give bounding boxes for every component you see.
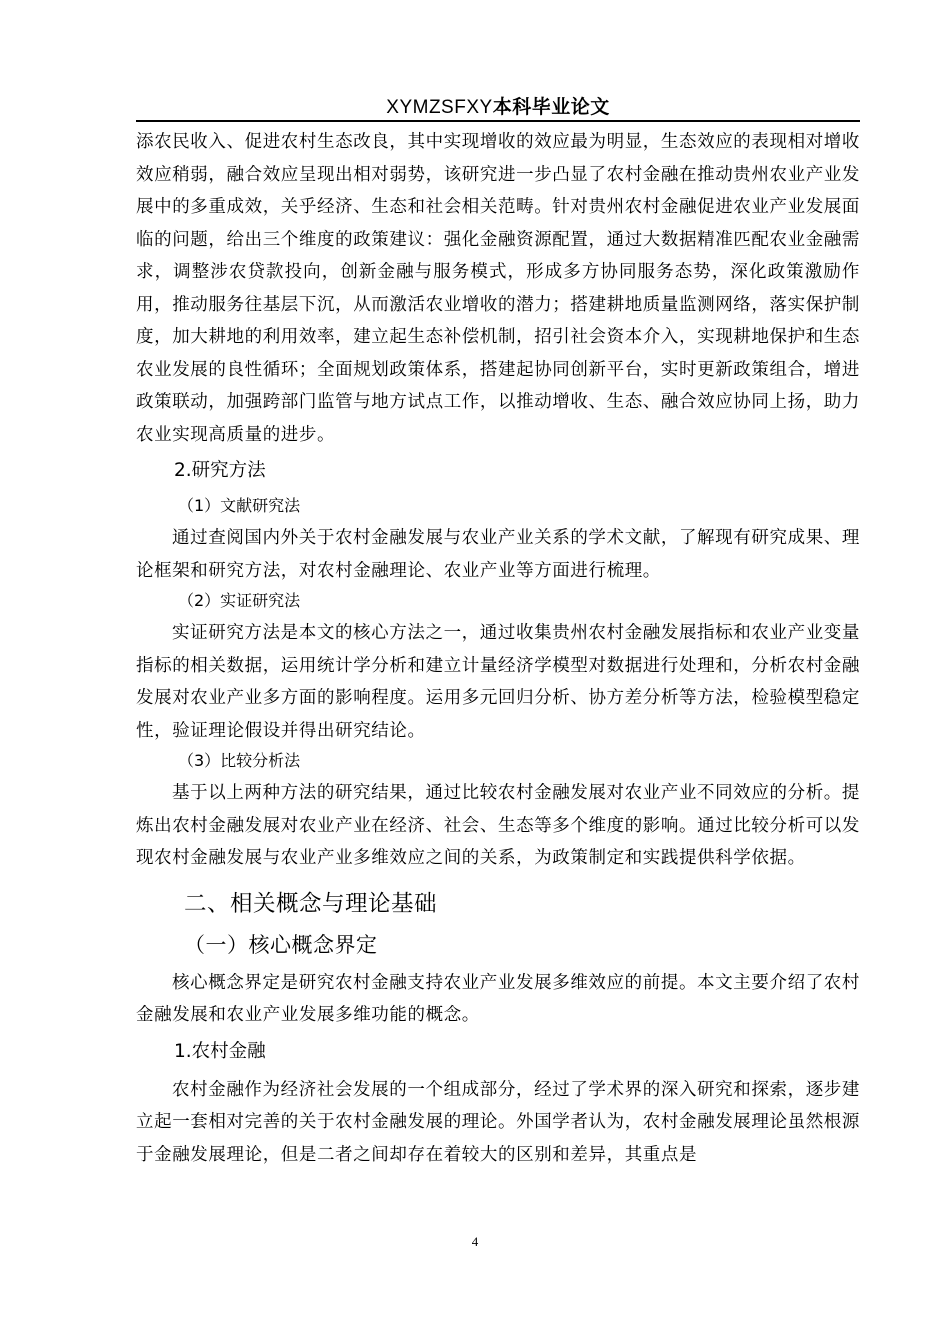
header-label: 本科毕业论文 (492, 96, 610, 118)
page-number: 4 (471, 1234, 479, 1249)
paragraph-literature-method: 通过查阅国内外关于农村金融发展与农业产业关系的学术文献，了解现有研究成果、理论框架和研究方法，对农村金融理论、农业产业等方面进行梳理。 (136, 528, 860, 581)
paragraph-rural-finance: 农村金融作为经济社会发展的一个组成部分，经过了学术界的深入研究和探索，逐步建立起一套相对完善的关于农村金融发展的理论。外国学者认为，农村金融发展理论虽然根源于金融发展理论，但是二者之间却存在着较大的区别和差异，其重点是 (136, 1079, 860, 1165)
paragraph-comparative-method: 基于以上两种方法的研究结果，通过比较农村金融发展对农业产业不同效应的分析。提炼出农村金融发展对农业产业在经济、社会、生态等多个维度的影响。通过比较分析可以发现农村金融发展与农业产业多维效应之间的关系，为政策制定和实践提供科学依据。 (136, 783, 860, 868)
header-code: XYMZSFXY (386, 97, 493, 118)
heading-literature-method: （1）文献研究法 (178, 496, 301, 515)
running-header (136, 94, 860, 120)
paragraph-empirical-method: 实证研究方法是本文的核心方法之一，通过收集贵州农村金融发展指标和农业产业变量指标的相关数据，运用统计学分析和建立计量经济学模型对数据进行处理和，分析农村金融发展对农业产业多方面的影响程度。运用多元回归分析、协方差分析等方法，检验模型稳定性，验证理论假设并得出研究结论。 (136, 623, 860, 741)
header-rule (136, 120, 860, 122)
heading-comparative-method: （3）比较分析法 (178, 751, 301, 770)
paragraph-core-concepts: 核心概念界定是研究农村金融支持农业产业发展多维效应的前提。本文主要介绍了农村金融发展和农业产业发展多维功能的概念。 (136, 972, 860, 1025)
heading-empirical-method: （2）实证研究法 (178, 591, 301, 610)
section-heading: （一）核心概念界定 (184, 932, 378, 957)
continued-paragraph: 添农民收入、促进农村生态改良，其中实现增收的效应最为明显，生态效应的表现相对增收效应稍弱，融合效应呈现出相对弱势，该研究进一步凸显了农村金融在推动贵州农业产业发展中的多重成效，关乎经济、生态和社会相关范畴。针对贵州农村金融促进农业产业发展面临的问题，给出三个维度的政策建议：强化金融资源配置，通过大数据精准匹配农业金融需求，调整涉农贷款投向，创新金融与服务模式，形成多方协同服务态势，深化政策激励作用，推动服务往基层下沉，从而激活农业增收的潜力；搭建耕地质量监测网络，落实保护制度，加大耕地的利用效率，建立起生态补偿机制，招引社会资本介入，实现耕地保护和生态农业发展的良性循环；全面规划政策体系，搭建起协同创新平台，实时更新政策组合，增进政策联动，加强跨部门监管与地方试点工作，以推动增收、生态、融合效应协同上扬，助力农业实现高质量的进步。 (136, 132, 860, 445)
heading-rural-finance: 1.农村金融 (174, 1040, 266, 1062)
page-body (136, 126, 860, 1171)
heading-research-methods: 2.研究方法 (174, 460, 266, 481)
chapter-heading: 二、相关概念与理论基础 (184, 890, 438, 917)
